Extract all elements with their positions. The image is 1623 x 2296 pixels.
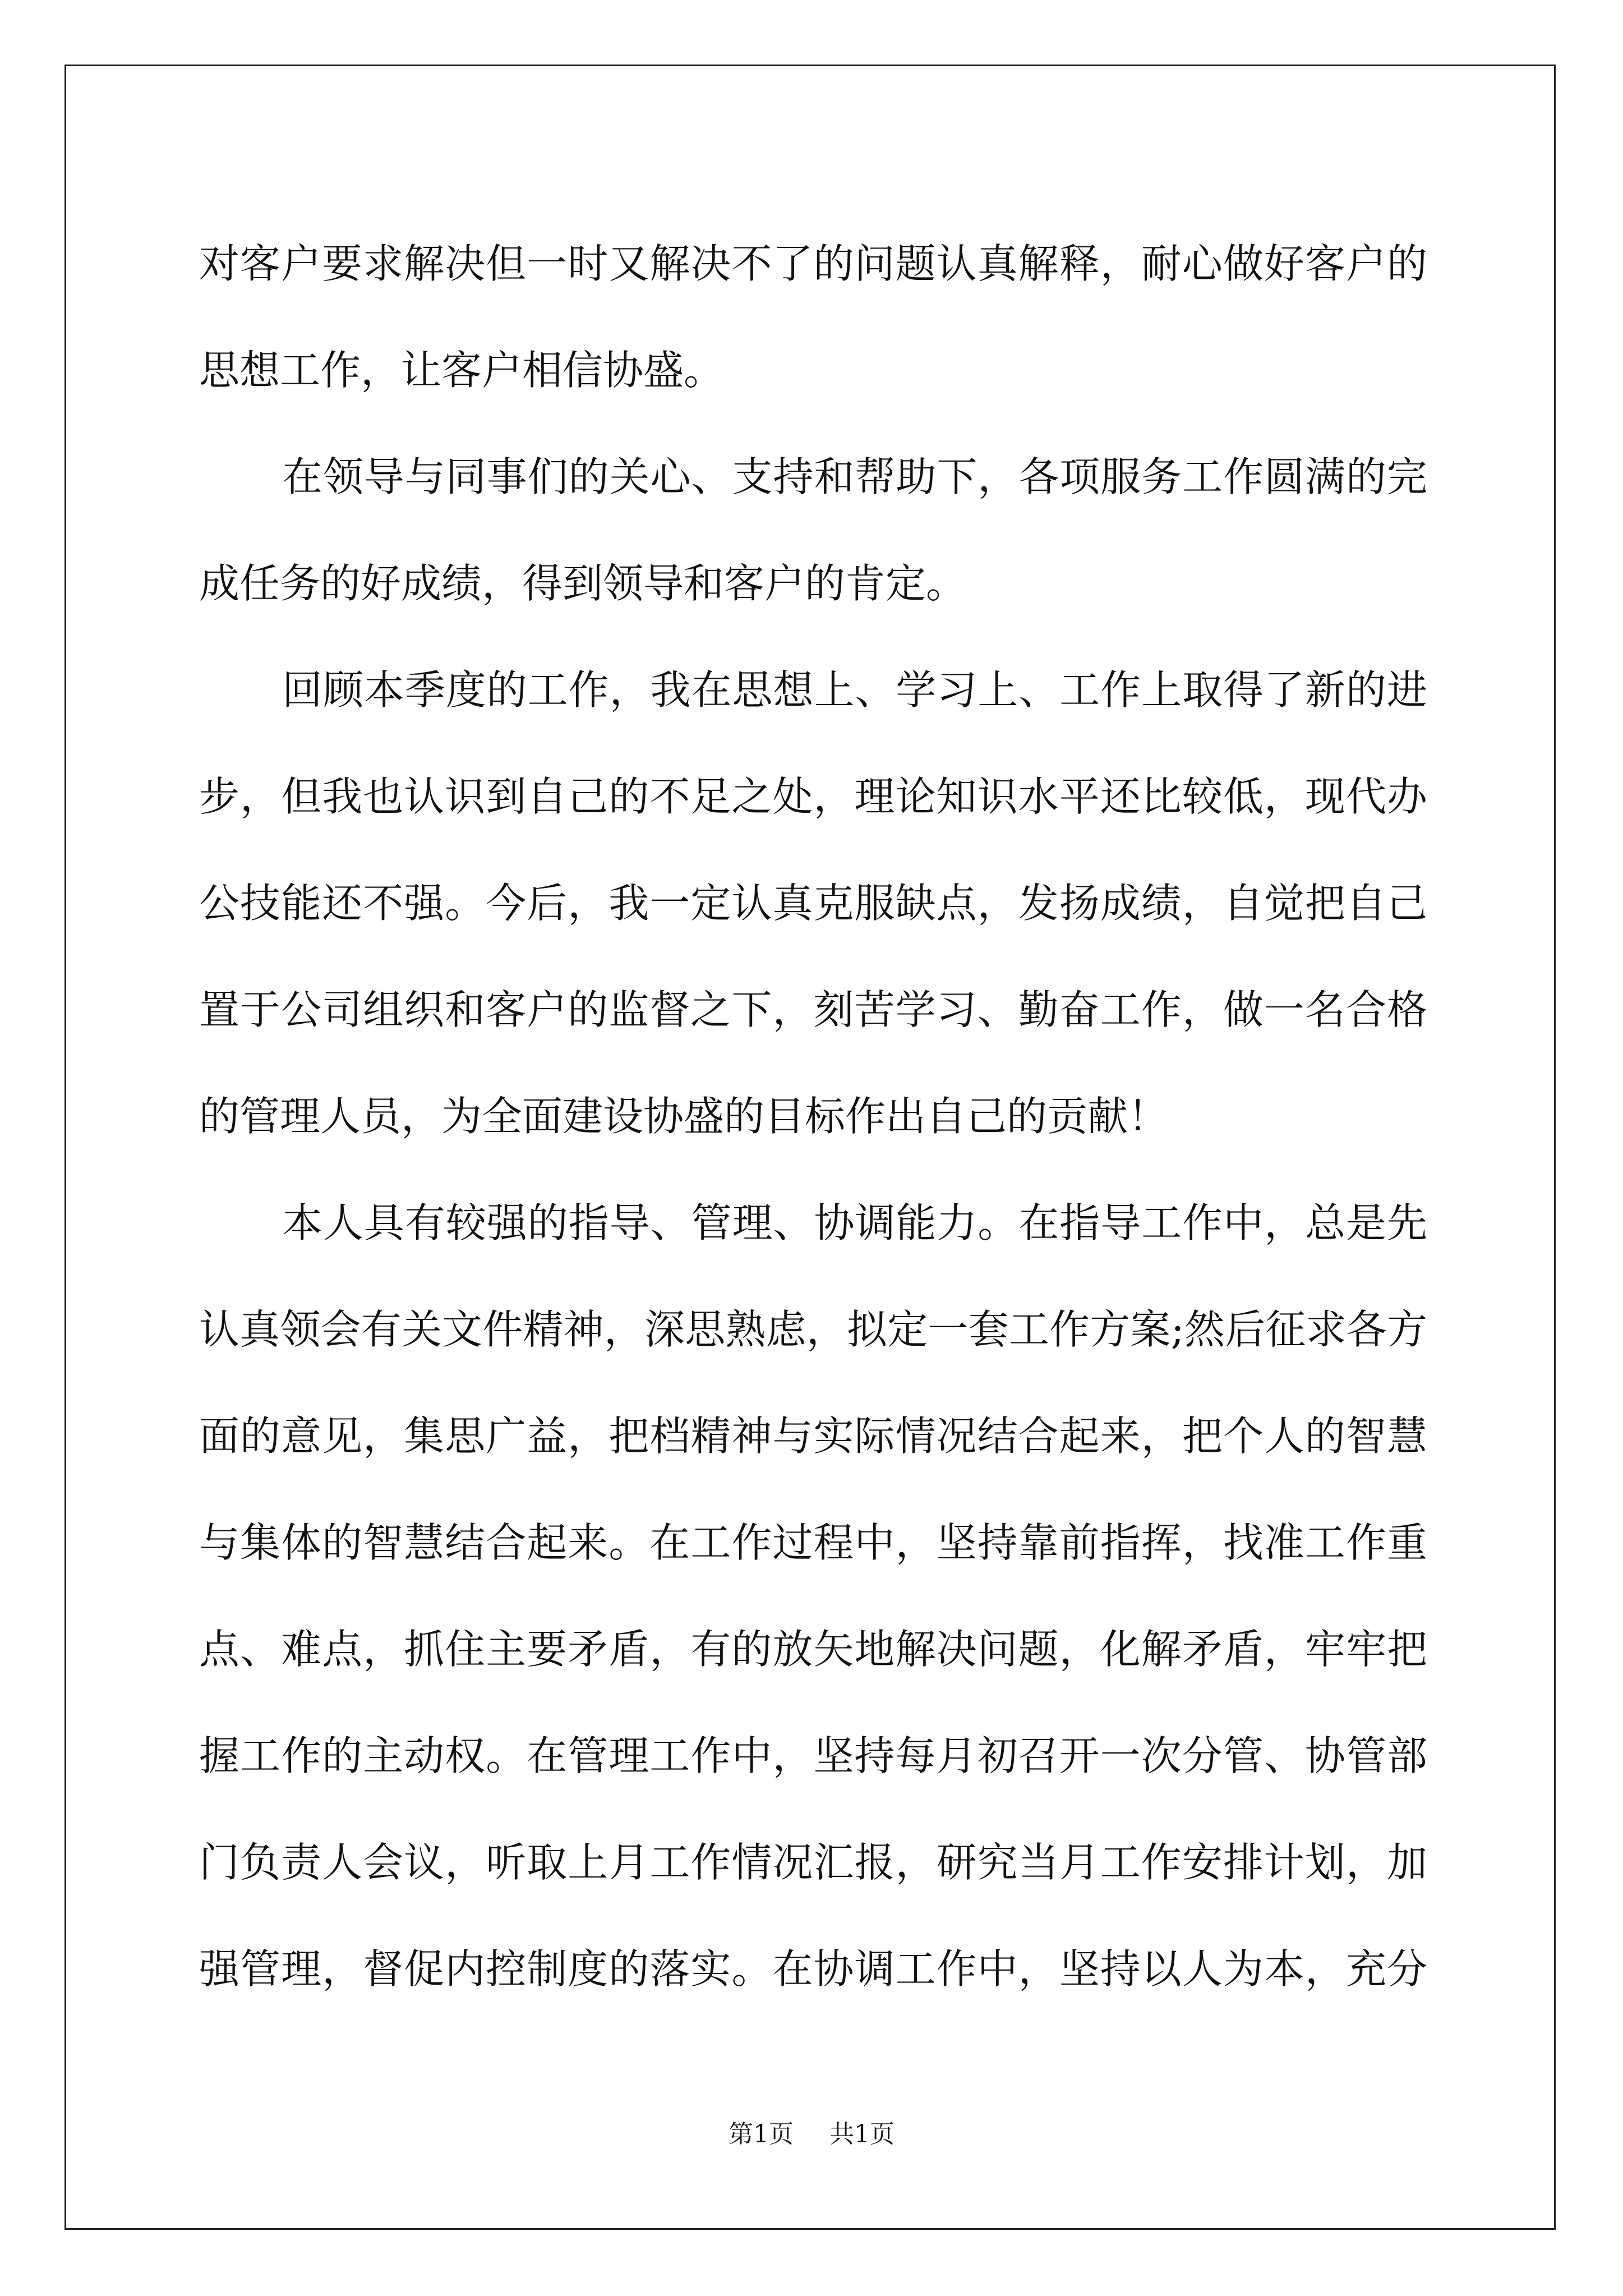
text-line: 公技能还不强。今后，我一定认真克服缺点，发扬成绩，自觉把自己 (199, 880, 1427, 927)
text-line: 回顾本季度的工作，我在思想上、学习上、工作上取得了新的进 (282, 666, 1427, 714)
text-line: 强管理，督促内控制度的落实。在协调工作中，坚持以人为本，充分 (199, 1945, 1427, 1993)
text-line: 与集体的智慧结合起来。在工作过程中，坚持靠前指挥，找准工作重 (199, 1519, 1427, 1566)
text-line: 思想工作，让客户相信协盛。 (199, 347, 725, 394)
text-line: 步，但我也认识到自己的不足之处，理论知识水平还比较低，现代办 (199, 773, 1427, 820)
text-line: 置于公司组织和客户的监督之下，刻苦学习、勤奋工作，做一名合格 (199, 986, 1427, 1033)
text-line: 的管理人员，为全面建设协盛的目标作出自己的贡献！ (199, 1093, 1169, 1140)
text-line: 点、难点，抓住主要矛盾，有的放矢地解决问题，化解矛盾，牢牢把 (199, 1626, 1427, 1673)
text-line: 认真领会有关文件精神，深思熟虑，拟定一套工作方案;然后征求各方 (199, 1306, 1427, 1353)
text-line: 门负责人会议，听取上月工作情况汇报，研究当月工作安排计划，加 (199, 1839, 1427, 1886)
page-number: 第1页 (728, 2120, 794, 2148)
document-body (199, 210, 1427, 2022)
text-line: 握工作的主动权。在管理工作中，坚持每月初召开一次分管、协管部 (199, 1732, 1427, 1779)
page-total: 共1页 (829, 2120, 895, 2148)
text-line: 成任务的好成绩，得到领导和客户的肯定。 (199, 560, 967, 607)
text-line: 在领导与同事们的关心、支持和帮助下，各项服务工作圆满的完 (282, 453, 1427, 500)
text-line: 对客户要求解决但一时又解决不了的问题认真解释，耐心做好客户的 (199, 240, 1427, 287)
page-footer (0, 2118, 1623, 2151)
text-line: 面的意见，集思广益，把档精神与实际情况结合起来，把个人的智慧 (199, 1412, 1427, 1460)
text-line: 本人具有较强的指导、管理、协调能力。在指导工作中，总是先 (282, 1199, 1427, 1246)
